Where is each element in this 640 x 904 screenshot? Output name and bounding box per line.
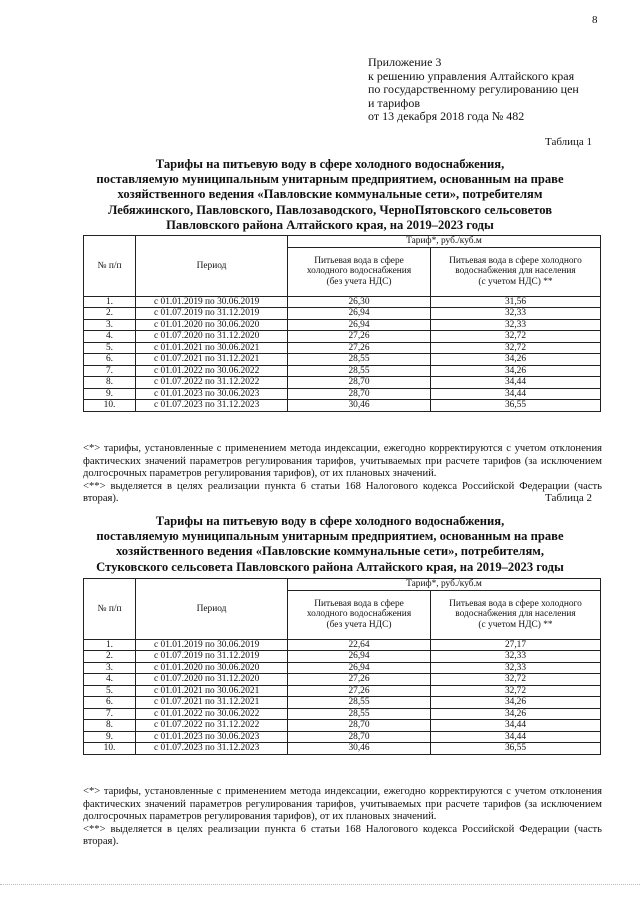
row-value-without-vat: 26,30	[288, 296, 431, 308]
row-value-population: 34,26	[431, 354, 601, 366]
row-value-without-vat: 27,26	[288, 331, 431, 343]
table-row	[84, 365, 601, 377]
table-1-label: Таблица 1	[545, 136, 593, 148]
table-2-label: Таблица 2	[545, 492, 593, 504]
row-value-without-vat: 26,94	[288, 308, 431, 320]
header-tariff: Тариф*, руб./куб.м	[288, 236, 601, 248]
row-value-population: 34,44	[431, 388, 601, 400]
row-value-without-vat: 28,55	[288, 365, 431, 377]
row-period: с 01.01.2021 по 30.06.2021	[136, 685, 288, 697]
row-period: с 01.01.2019 по 30.06.2019	[136, 639, 288, 651]
row-num: 7.	[84, 365, 136, 377]
table-1-notes	[83, 443, 602, 506]
table-row	[84, 308, 601, 320]
row-num: 3.	[84, 319, 136, 331]
row-period: с 01.07.2019 по 31.12.2019	[136, 651, 288, 663]
row-num: 4.	[84, 674, 136, 686]
footnote: <**> выделяется в целях реализации пункта 6 статьи 168 Налогового кодекса Российской Федерации (часть вторая).	[83, 823, 602, 848]
header-period: Период	[136, 579, 288, 640]
row-period: с 01.07.2020 по 31.12.2020	[136, 674, 288, 686]
tariff-table-2	[83, 578, 601, 755]
appendix-line: от 13 декабря 2018 года № 482	[368, 109, 525, 123]
row-period: с 01.07.2020 по 31.12.2020	[136, 331, 288, 343]
header-num: № п/п	[84, 236, 136, 297]
table-2-notes	[83, 786, 602, 849]
table-row	[84, 639, 601, 651]
row-value-population: 32,33	[431, 651, 601, 663]
row-num: 8.	[84, 377, 136, 389]
row-num: 6.	[84, 354, 136, 366]
appendix-line: Приложение 3	[368, 55, 442, 69]
row-value-population: 34,44	[431, 731, 601, 743]
table-row	[84, 354, 601, 366]
row-value-population: 32,33	[431, 308, 601, 320]
header-col-population-vat: (с учетом НДС) **	[478, 276, 553, 287]
row-value-population: 36,55	[431, 400, 601, 412]
table-row	[84, 743, 601, 755]
row-num: 9.	[84, 388, 136, 400]
row-value-without-vat: 27,26	[288, 342, 431, 354]
title-line: поставляемую муниципальным унитарным предприятием, основанным на праве	[96, 172, 564, 187]
row-period: с 01.07.2023 по 31.12.2023	[136, 743, 288, 755]
row-period: с 01.07.2021 по 31.12.2021	[136, 697, 288, 709]
title-line: Тарифы на питьевую воду в сфере холодного водоснабжения,	[155, 157, 505, 171]
table-row	[84, 674, 601, 686]
header-col-population	[431, 247, 601, 296]
row-period: с 01.07.2022 по 31.12.2022	[136, 720, 288, 732]
row-value-population: 34,26	[431, 697, 601, 709]
header-col-population-text: Питьевая вода в сфере холодного водоснабжения для населения	[449, 598, 582, 620]
row-period: с 01.01.2022 по 30.06.2022	[136, 365, 288, 377]
row-value-without-vat: 26,94	[288, 651, 431, 663]
table-row	[84, 319, 601, 331]
row-value-population: 32,33	[431, 319, 601, 331]
table-row	[84, 651, 601, 663]
row-period: с 01.01.2019 по 30.06.2019	[136, 296, 288, 308]
row-value-without-vat: 28,55	[288, 354, 431, 366]
table-2-title	[60, 514, 600, 575]
row-period: с 01.01.2020 по 30.06.2020	[136, 662, 288, 674]
title-line: Лебяжинского, Павловского, Павлозаводского, ЧерноПятовского сельсоветов	[107, 202, 553, 217]
page-number: 8	[592, 14, 598, 26]
title-line: Павловского района Алтайского края, на 2019–2023 годы	[166, 217, 494, 232]
row-period: с 01.01.2021 по 30.06.2021	[136, 342, 288, 354]
appendix-line: к решению управления Алтайского края	[368, 68, 575, 83]
row-value-population: 32,72	[431, 685, 601, 697]
row-num: 1.	[84, 296, 136, 308]
row-num: 6.	[84, 697, 136, 709]
row-value-without-vat: 26,94	[288, 662, 431, 674]
row-num: 2.	[84, 308, 136, 320]
row-value-population: 34,44	[431, 720, 601, 732]
row-value-without-vat: 30,46	[288, 400, 431, 412]
row-num: 8.	[84, 720, 136, 732]
row-value-without-vat: 27,26	[288, 674, 431, 686]
table-1-title	[60, 157, 600, 233]
table-row	[84, 331, 601, 343]
row-value-without-vat: 28,70	[288, 720, 431, 732]
title-line: Тарифы на питьевую воду в сфере холодного водоснабжения,	[155, 514, 505, 528]
row-value-without-vat: 28,70	[288, 388, 431, 400]
row-num: 5.	[84, 685, 136, 697]
table-row	[84, 720, 601, 732]
header-col-population-text: Питьевая вода в сфере холодного водоснабжения для населения	[449, 255, 582, 277]
header-col-population-vat: (с учетом НДС) **	[478, 619, 553, 630]
table-row	[84, 685, 601, 697]
row-period: с 01.07.2022 по 31.12.2022	[136, 377, 288, 389]
table-row	[84, 731, 601, 743]
footnote: <*> тарифы, установленные с применением метода индексации, ежегодно корректируются с учетом отклонения фактических значений параметров регулирования тарифов, учитываемых при расчете тарифов (за исключением долгосрочных параметров регулирования тарифов), от их плановых значений.	[83, 443, 602, 480]
title-line: хозяйственного ведения «Павловские коммунальные сети», потребителям	[117, 187, 543, 202]
table-row	[84, 697, 601, 709]
row-value-population: 32,72	[431, 674, 601, 686]
header-period: Период	[136, 236, 288, 297]
row-value-population: 36,55	[431, 743, 601, 755]
table-row	[84, 662, 601, 674]
row-num: 3.	[84, 662, 136, 674]
title-line: хозяйственного ведения «Павловские коммунальные сети», потребителям,	[115, 544, 545, 559]
row-num: 10.	[84, 400, 136, 412]
row-period: с 01.01.2023 по 30.06.2023	[136, 731, 288, 743]
row-value-without-vat: 22,64	[288, 639, 431, 651]
row-period: с 01.01.2023 по 30.06.2023	[136, 388, 288, 400]
row-num: 7.	[84, 708, 136, 720]
table-row	[84, 400, 601, 412]
header-col-without-vat: Питьевая вода в сфере холодного водоснабжения (без учета НДС)	[288, 247, 431, 296]
row-value-population: 34,44	[431, 377, 601, 389]
title-line: поставляемую муниципальным унитарным предприятием, основанным на праве	[96, 529, 564, 544]
row-period: с 01.07.2021 по 31.12.2021	[136, 354, 288, 366]
table-row	[84, 296, 601, 308]
page-bottom-divider	[0, 884, 640, 885]
row-value-population: 32,72	[431, 342, 601, 354]
table-row	[84, 708, 601, 720]
table-row	[84, 388, 601, 400]
row-period: с 01.01.2020 по 30.06.2020	[136, 319, 288, 331]
row-value-population: 34,26	[431, 365, 601, 377]
header-num: № п/п	[84, 579, 136, 640]
table-row	[84, 377, 601, 389]
header-col-without-vat: Питьевая вода в сфере холодного водоснабжения (без учета НДС)	[288, 590, 431, 639]
row-value-without-vat: 30,46	[288, 743, 431, 755]
row-period: с 01.01.2022 по 30.06.2022	[136, 708, 288, 720]
table-row	[84, 342, 601, 354]
row-value-without-vat: 27,26	[288, 685, 431, 697]
appendix-header	[368, 56, 618, 124]
row-num: 2.	[84, 651, 136, 663]
row-value-without-vat: 28,55	[288, 708, 431, 720]
footnote: <**> выделяется в целях реализации пункта 6 статьи 168 Налогового кодекса Российской Федерации (часть вторая).	[83, 480, 602, 505]
header-col-population	[431, 590, 601, 639]
row-value-without-vat: 28,70	[288, 377, 431, 389]
appendix-line: по государственному регулированию цен	[368, 82, 579, 96]
row-value-population: 32,72	[431, 331, 601, 343]
row-num: 9.	[84, 731, 136, 743]
row-period: с 01.07.2023 по 31.12.2023	[136, 400, 288, 412]
row-value-without-vat: 26,94	[288, 319, 431, 331]
row-value-without-vat: 28,55	[288, 697, 431, 709]
row-num: 4.	[84, 331, 136, 343]
row-value-population: 27,17	[431, 639, 601, 651]
row-num: 5.	[84, 342, 136, 354]
row-num: 10.	[84, 743, 136, 755]
title-line: Стуковского сельсовета Павловского района Алтайского края, на 2019–2023 годы	[96, 559, 564, 574]
row-value-without-vat: 28,70	[288, 731, 431, 743]
appendix-line: и тарифов	[368, 95, 421, 110]
footnote: <*> тарифы, установленные с применением метода индексации, ежегодно корректируются с учетом отклонения фактических значений параметров регулирования тарифов, учитываемых при расчете тарифов (за исключением долгосрочных параметров регулирования тарифов), от их плановых значений.	[83, 786, 602, 823]
row-value-population: 32,33	[431, 662, 601, 674]
row-period: с 01.07.2019 по 31.12.2019	[136, 308, 288, 320]
row-value-population: 34,26	[431, 708, 601, 720]
tariff-table-1	[83, 235, 601, 412]
header-tariff: Тариф*, руб./куб.м	[288, 579, 601, 591]
row-value-population: 31,56	[431, 296, 601, 308]
row-num: 1.	[84, 639, 136, 651]
